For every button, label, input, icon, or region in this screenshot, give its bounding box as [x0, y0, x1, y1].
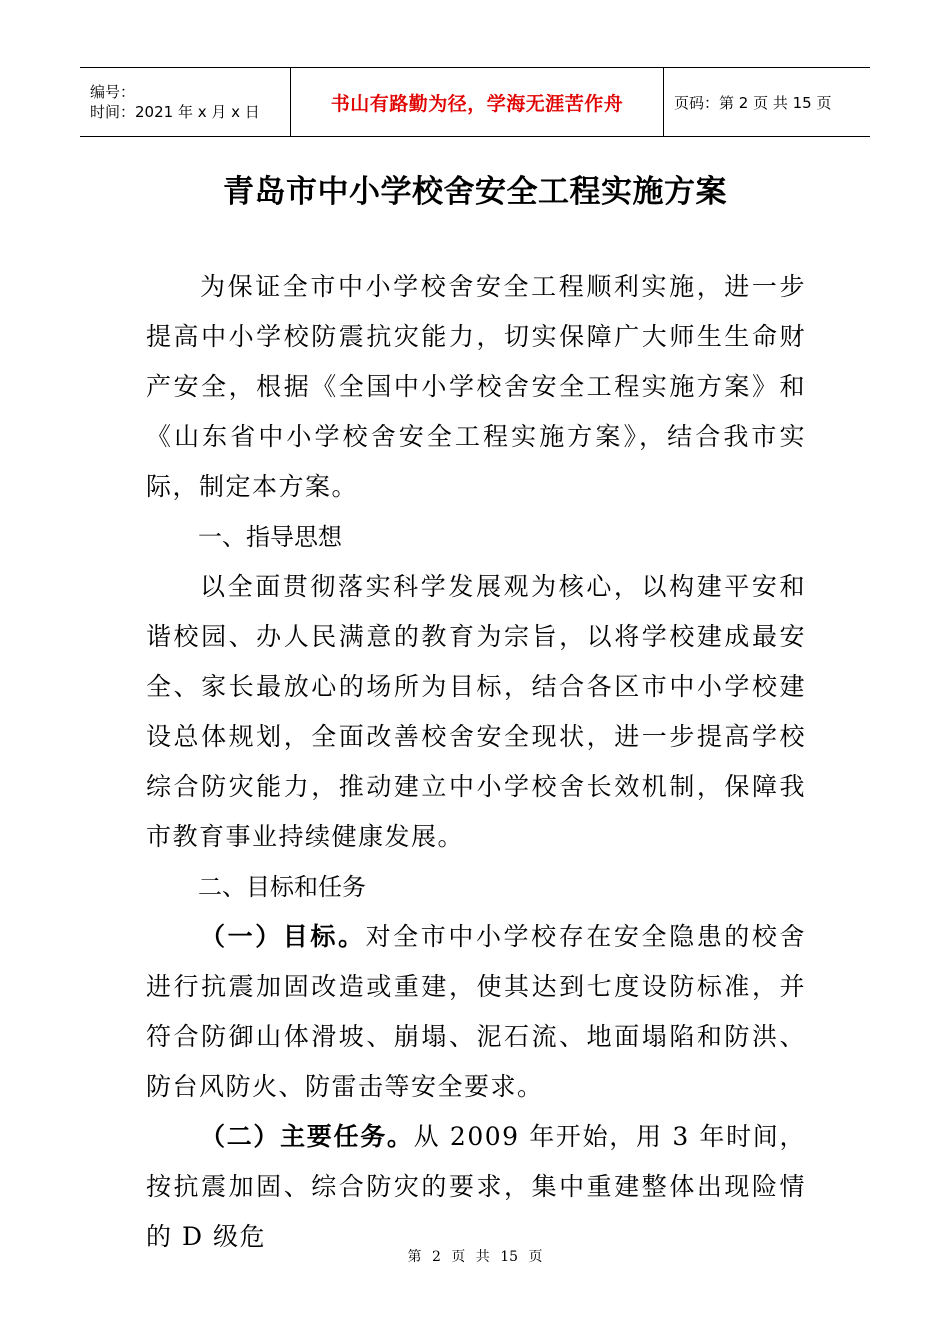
task-text: 从 2009 年开始，用 3 年时间，按抗震加固、综合防灾的要求，集中重建整体出现险情的 D 级危	[146, 1122, 806, 1251]
document-title: 青岛市中小学校舍安全工程实施方案	[223, 174, 727, 210]
section-heading-goals-tasks: 二、目标和任务	[198, 873, 366, 901]
section-heading-guiding-ideology: 一、指导思想	[198, 523, 342, 551]
code-label: 编号：	[90, 83, 136, 101]
goal-label: （一）目标。	[200, 922, 366, 951]
page-info: 页码：第 2 页 共 15 页	[674, 93, 832, 112]
header-meta	[80, 68, 291, 136]
intro-paragraph: 为保证全市中小学校舍安全工程顺利实施，进一步提高中小学校防震抗灾能力，切实保障广大师生生命财产安全，根据《全国中小学校舍安全工程实施方案》和《山东省中小学校舍安全工程实施方案》，结合我市实际，制定本方案。	[146, 272, 806, 501]
page-header	[80, 67, 870, 137]
page-footer: 第 2 页 共 15 页	[407, 1249, 543, 1265]
header-motto-cell	[291, 68, 664, 136]
guiding-ideology-paragraph: 以全面贯彻落实科学发展观为核心，以构建平安和谐校园、办人民满意的教育为宗旨，以将学校建成最安全、家长最放心的场所为目标，结合各区市中小学校建设总体规划，全面改善校舍安全现状，进一步提高学校综合防灾能力，推动建立中小学校舍长效机制，保障我市教育事业持续健康发展。	[146, 572, 806, 851]
goal-text: 对全市中小学校存在安全隐患的校舍进行抗震加固改造或重建，使其达到七度设防标准，并符合防御山体滑坡、崩塌、泥石流、地面塌陷和防洪、防台风防火、防雷击等安全要求。	[146, 922, 806, 1101]
task-label: （二）主要任务。	[200, 1122, 414, 1151]
document-body	[146, 262, 806, 1262]
goal-paragraph	[146, 912, 806, 1112]
task-paragraph	[146, 1112, 806, 1262]
motto: 书山有路勤为径，学海无涯苦作舟	[330, 92, 624, 115]
header-page-info-cell	[664, 68, 870, 136]
time-label: 时间：2021 年 x 月 x 日	[90, 103, 260, 121]
